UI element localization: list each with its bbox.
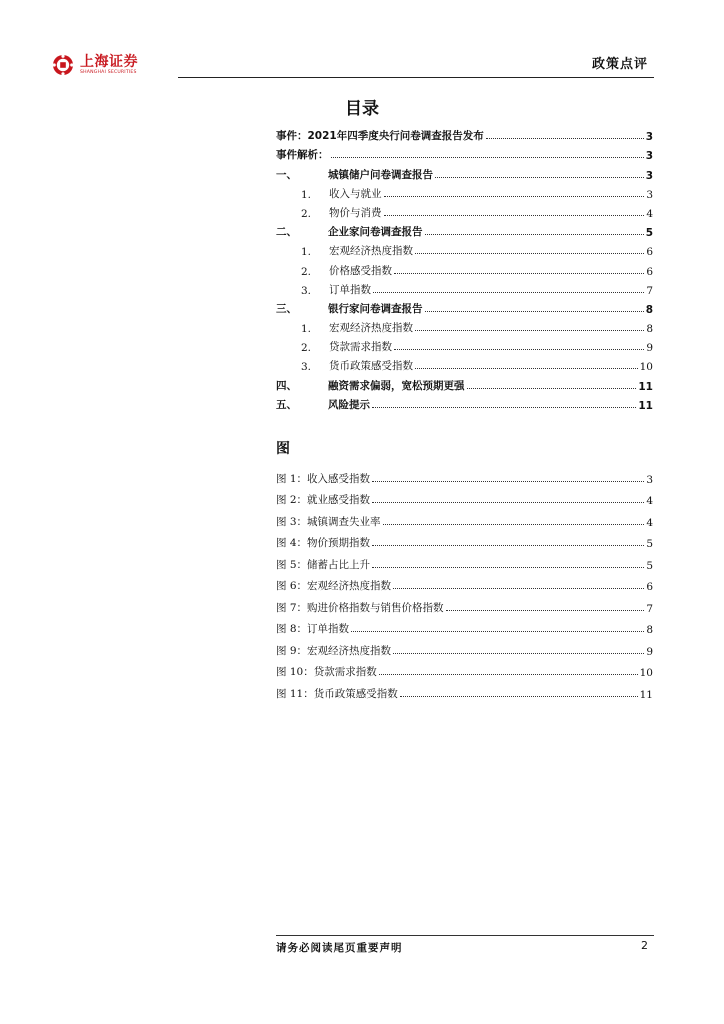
toc-section-number: 三、 bbox=[276, 302, 297, 315]
toc-subsection[interactable] bbox=[276, 239, 653, 258]
toc-entry-label: 风险提示 bbox=[328, 398, 370, 411]
leader-dots bbox=[425, 311, 644, 312]
toc-entry-page: 10 bbox=[639, 361, 653, 374]
leader-dots bbox=[415, 253, 644, 254]
leader-dots bbox=[372, 545, 644, 546]
toc-section[interactable] bbox=[276, 162, 653, 181]
figure-entry-page: 6 bbox=[646, 581, 653, 593]
toc-entry-label: 事件解析： bbox=[276, 149, 329, 162]
figure-entry[interactable] bbox=[276, 636, 653, 658]
toc-section[interactable] bbox=[276, 220, 653, 239]
leader-dots bbox=[467, 388, 637, 389]
toc-entry-label: 宏观经济热度指数 bbox=[329, 322, 413, 335]
toc-entry-label: 城镇储户问卷调查报告 bbox=[328, 168, 433, 181]
figure-entry[interactable] bbox=[276, 658, 653, 680]
toc-entry-label: 货币政策感受指数 bbox=[329, 360, 413, 373]
toc-entry-page: 5 bbox=[645, 227, 653, 240]
figure-entry[interactable] bbox=[276, 572, 653, 594]
toc-entry-page: 7 bbox=[646, 284, 653, 297]
toc-subsection[interactable] bbox=[276, 354, 653, 373]
toc-subsection[interactable] bbox=[276, 182, 653, 201]
figure-entry-page: 9 bbox=[646, 645, 653, 658]
figure-list-title: 图 bbox=[276, 441, 290, 457]
toc-entry-page: 11 bbox=[638, 380, 653, 393]
figure-entry-label: 图 11：货币政策感受指数 bbox=[276, 687, 398, 700]
toc-subsection[interactable] bbox=[276, 335, 653, 354]
figure-entry-page: 4 bbox=[646, 516, 653, 529]
figure-entry-label: 图 7：购进价格指数与销售价格指数 bbox=[276, 601, 444, 614]
toc-entry-label: 企业家问卷调查报告 bbox=[328, 226, 423, 239]
figure-entry-page: 11 bbox=[639, 688, 653, 701]
figure-entry-label: 图 2：就业感受指数 bbox=[276, 494, 371, 506]
leader-dots bbox=[351, 631, 644, 632]
toc-entry[interactable] bbox=[276, 143, 653, 162]
leader-dots bbox=[372, 567, 644, 568]
report-category: 政策点评 bbox=[591, 57, 648, 72]
leader-dots bbox=[393, 588, 644, 589]
figure-entry-page: 5 bbox=[646, 538, 653, 550]
header-divider bbox=[178, 77, 654, 78]
logo-chinese-name: 上海证券 bbox=[80, 53, 138, 70]
toc-entry-label: 宏观经济热度指数 bbox=[329, 245, 413, 258]
toc-entry-page: 3 bbox=[645, 169, 653, 182]
leader-dots bbox=[400, 696, 638, 697]
toc-section[interactable] bbox=[276, 373, 653, 392]
figure-entry-label: 图 10：贷款需求指数 bbox=[276, 666, 377, 678]
leader-dots bbox=[415, 330, 644, 331]
toc-entry-page: 8 bbox=[645, 303, 653, 316]
leader-dots bbox=[379, 674, 638, 675]
leader-dots bbox=[393, 653, 644, 654]
logo-english-name: SHANGHAI SECURITIES bbox=[80, 69, 137, 75]
page-footer bbox=[276, 935, 654, 954]
toc-subsection-number: 2. bbox=[301, 342, 312, 355]
company-logo bbox=[52, 50, 138, 80]
toc-section[interactable] bbox=[276, 393, 653, 412]
toc-entry-page: 8 bbox=[646, 323, 653, 336]
toc-subsection-number: 3. bbox=[301, 361, 312, 374]
leader-dots bbox=[384, 215, 645, 216]
leader-dots bbox=[425, 234, 644, 235]
toc-entry-page: 3 bbox=[645, 150, 653, 163]
figure-entry-page: 5 bbox=[646, 559, 653, 572]
figure-entry-label: 图 9：宏观经济热度指数 bbox=[276, 644, 392, 657]
page-header bbox=[40, 50, 654, 80]
leader-dots bbox=[372, 407, 636, 408]
toc-entry-label: 银行家问卷调查报告 bbox=[328, 302, 423, 315]
table-of-contents bbox=[276, 124, 653, 412]
toc-entry-page: 4 bbox=[646, 207, 653, 220]
figure-entry-page: 7 bbox=[646, 602, 653, 615]
figure-entry-label: 图 8：订单指数 bbox=[276, 623, 350, 635]
toc-entry-page: 9 bbox=[646, 342, 653, 355]
toc-subsection-number: 1. bbox=[301, 323, 312, 336]
toc-subsection[interactable] bbox=[276, 278, 653, 297]
figure-entry[interactable] bbox=[276, 529, 653, 551]
leader-dots bbox=[394, 273, 644, 274]
leader-dots bbox=[486, 138, 644, 139]
figure-entry-label: 图 3：城镇调查失业率 bbox=[276, 515, 381, 528]
figure-entry-page: 4 bbox=[646, 495, 653, 507]
toc-section-number: 四、 bbox=[276, 379, 297, 392]
figure-entry[interactable] bbox=[276, 593, 653, 615]
toc-subsection-number: 2. bbox=[301, 265, 312, 278]
toc-subsection-number: 3. bbox=[301, 284, 312, 297]
logo-mark-icon bbox=[52, 54, 74, 76]
figure-entry[interactable] bbox=[276, 486, 653, 508]
toc-title: 目录 bbox=[345, 99, 379, 119]
toc-entry-label: 事件：2021年四季度央行问卷调查报告发布 bbox=[276, 130, 484, 143]
figure-entry[interactable] bbox=[276, 679, 653, 701]
figure-entry[interactable] bbox=[276, 615, 653, 637]
leader-dots bbox=[372, 481, 644, 482]
leader-dots bbox=[373, 292, 644, 293]
toc-entry-page: 3 bbox=[646, 188, 653, 201]
toc-entry-label: 贷款需求指数 bbox=[329, 341, 392, 354]
figure-entry[interactable] bbox=[276, 464, 653, 486]
toc-entry-label: 收入与就业 bbox=[329, 187, 382, 200]
toc-subsection[interactable] bbox=[276, 201, 653, 220]
list-of-figures bbox=[276, 464, 653, 701]
figure-entry-page: 10 bbox=[639, 667, 653, 679]
toc-entry-label: 价格感受指数 bbox=[329, 264, 392, 277]
leader-dots bbox=[435, 177, 644, 178]
page-number: 2 bbox=[641, 939, 648, 952]
toc-subsection-number: 2. bbox=[301, 207, 312, 220]
toc-subsection-number: 1. bbox=[301, 188, 312, 201]
figure-entry-label: 图 5：储蓄占比上升 bbox=[276, 558, 371, 571]
figure-entry[interactable] bbox=[276, 507, 653, 529]
toc-entry-label: 融资需求偏弱，宽松预期更强 bbox=[328, 379, 465, 392]
toc-entry[interactable] bbox=[276, 124, 653, 143]
figure-entry-label: 图 1：收入感受指数 bbox=[276, 472, 371, 485]
toc-entry-page: 11 bbox=[638, 399, 653, 412]
leader-dots bbox=[383, 524, 645, 525]
toc-entry-page: 6 bbox=[646, 246, 653, 259]
toc-section-number: 二、 bbox=[276, 226, 297, 239]
figure-entry-label: 图 4：物价预期指数 bbox=[276, 537, 371, 549]
figure-entry-page: 8 bbox=[646, 624, 653, 636]
toc-section-number: 一、 bbox=[276, 168, 297, 181]
leader-dots bbox=[446, 610, 645, 611]
figure-entry[interactable] bbox=[276, 550, 653, 572]
figure-entry-label: 图 6：宏观经济热度指数 bbox=[276, 580, 392, 592]
leader-dots bbox=[372, 502, 644, 503]
toc-section[interactable] bbox=[276, 297, 653, 316]
leader-dots bbox=[415, 368, 638, 369]
toc-subsection[interactable] bbox=[276, 258, 653, 277]
leader-dots bbox=[384, 196, 645, 197]
toc-subsection-number: 1. bbox=[301, 246, 312, 259]
leader-dots bbox=[331, 157, 644, 158]
toc-entry-page: 6 bbox=[646, 265, 653, 278]
toc-section-number: 五、 bbox=[276, 398, 297, 411]
figure-entry-page: 3 bbox=[646, 473, 653, 486]
toc-entry-label: 订单指数 bbox=[329, 283, 371, 296]
leader-dots bbox=[394, 349, 644, 350]
toc-entry-page: 3 bbox=[645, 131, 653, 144]
footer-disclaimer: 请务必阅读尾页重要声明 bbox=[276, 942, 403, 954]
toc-entry-label: 物价与消费 bbox=[329, 206, 382, 219]
toc-subsection[interactable] bbox=[276, 316, 653, 335]
